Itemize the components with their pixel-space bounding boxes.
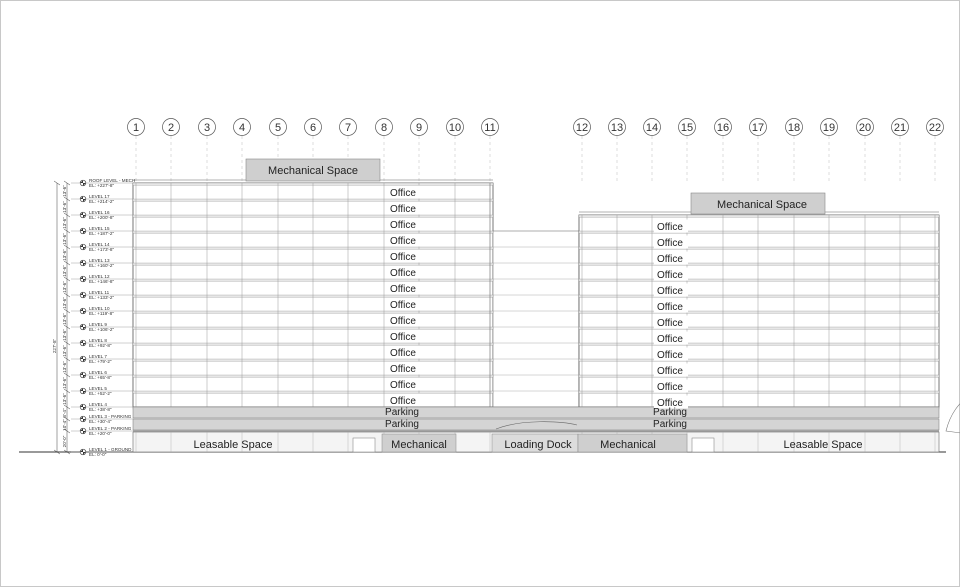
level-name: LEVEL 12 — [89, 274, 110, 279]
mech-space-left-label: Mechanical Space — [268, 165, 358, 177]
grid-line-label: 22 — [928, 122, 942, 134]
tree-outline — [946, 403, 960, 433]
entry-door-right — [692, 438, 714, 452]
grid-line-label: 17 — [751, 122, 765, 134]
grid-line-label: 11 — [484, 122, 496, 134]
office-label: Office — [390, 220, 416, 231]
grid-line-label: 19 — [822, 122, 836, 134]
level-elevation: EL: 0'-0" — [89, 452, 107, 457]
floor-band — [579, 247, 939, 249]
level-name: LEVEL 1 - GROUND — [89, 447, 132, 452]
grid-line-label: 16 — [716, 122, 730, 134]
floor-band — [579, 231, 939, 233]
floor-height-dimension: 13'-6" — [62, 345, 67, 357]
mechanical-left-label: Mechanical — [391, 439, 447, 451]
grid-line-label: 2 — [167, 122, 175, 134]
office-label: Office — [657, 238, 683, 249]
grid-line-label: 15 — [680, 122, 694, 134]
mech-space-right-label: Mechanical Space — [717, 199, 807, 211]
parking-level-2-band — [133, 419, 939, 430]
level-markers — [71, 178, 135, 457]
office-label: Office — [390, 332, 416, 343]
floor-band — [579, 311, 939, 313]
level-name: LEVEL 8 — [89, 338, 107, 343]
floor-band — [579, 263, 939, 265]
level-elevation: EL: +52'-2" — [89, 391, 112, 396]
floor-height-dimension: 13'-6" — [62, 265, 67, 277]
loading-dock-label: Loading Dock — [504, 439, 572, 451]
level-name: LEVEL 2 - PARKING — [89, 426, 132, 431]
office-label: Office — [657, 222, 683, 233]
grid-line-label: 7 — [344, 122, 352, 134]
level-elevation: EL: +214'-2" — [89, 199, 115, 204]
office-label: Office — [390, 188, 416, 199]
office-label: Office — [657, 334, 683, 345]
office-label: Office — [657, 318, 683, 329]
level-elevation: EL: +119'-8" — [89, 311, 114, 316]
floor-band — [579, 359, 939, 361]
office-label: Office — [657, 270, 683, 281]
level-name: LEVEL 9 — [89, 322, 107, 327]
overall-height-dimension: 227'-8" — [52, 338, 57, 354]
floor-height-dimension: 13'-6" — [62, 201, 67, 213]
level-elevation: EL: +92'-8" — [89, 343, 112, 348]
floor-height-dimension: 20'-0" — [62, 435, 67, 448]
level-name: LEVEL 3 - PARKING — [89, 414, 132, 419]
floor-height-dimension: 13'-6" — [62, 377, 67, 389]
grid-line-label: 9 — [415, 122, 423, 134]
floor-height-dimension: 13'-6" — [62, 249, 67, 261]
floor-height-dimension: 13'-6" — [62, 281, 67, 293]
grid-line-label: 3 — [203, 122, 211, 134]
level-elevation: EL: +79'-2" — [89, 359, 112, 364]
grid-line-label: 5 — [274, 122, 282, 134]
office-label: Office — [657, 350, 683, 361]
parking-right-upper-label: Parking — [653, 407, 687, 418]
grid-line-label: 14 — [645, 122, 659, 134]
office-label: Office — [390, 236, 416, 247]
level-name: LEVEL 17 — [89, 194, 110, 199]
dimension-string — [52, 181, 70, 454]
office-label: Office — [390, 348, 416, 359]
floor-height-dimension: 13'-6" — [62, 393, 67, 405]
floor-height-dimension: 13'-6" — [62, 313, 67, 325]
floor-height-dimension: 10'-4" — [62, 419, 67, 431]
leasable-space-right-label: Leasable Space — [783, 439, 863, 451]
level-elevation: EL: +38'-8" — [89, 407, 112, 412]
floor-height-dimension: 13'-6" — [62, 185, 67, 197]
office-label: Office — [657, 382, 683, 393]
office-label: Office — [390, 364, 416, 375]
mechanical-right-label: Mechanical — [600, 439, 656, 451]
grid-line-label: 1 — [132, 122, 140, 134]
grid-line-label: 13 — [610, 122, 624, 134]
office-label: Office — [390, 204, 416, 215]
office-label: Office — [390, 252, 416, 263]
office-label: Office — [657, 366, 683, 377]
level-name: LEVEL 4 — [89, 402, 107, 407]
floor-height-dimension: 13'-6" — [62, 329, 67, 341]
office-label: Office — [657, 254, 683, 265]
floor-band — [579, 215, 939, 217]
grid-line-label: 10 — [448, 122, 462, 134]
level-name: LEVEL 13 — [89, 258, 110, 263]
level-name: LEVEL 15 — [89, 226, 110, 231]
floor-band — [579, 279, 939, 281]
level-elevation: EL: +227'-8" — [89, 183, 115, 188]
level-name: ROOF LEVEL - MECH — [89, 178, 136, 183]
office-label: Office — [657, 302, 683, 313]
grid-line-label: 8 — [380, 122, 388, 134]
level-elevation: EL: +106'-2" — [89, 327, 115, 332]
grid-line-label: 18 — [787, 122, 801, 134]
level-elevation: EL: +20'-0" — [89, 431, 112, 436]
level-name: LEVEL 10 — [89, 306, 110, 311]
level-elevation: EL: +65'-8" — [89, 375, 112, 380]
parking-level-3-band — [133, 407, 939, 418]
floor-band — [579, 295, 939, 297]
floor-height-dimension: 13'-6" — [62, 217, 67, 229]
floor-band — [579, 327, 939, 329]
level-name: LEVEL 7 — [89, 354, 107, 359]
level-name: LEVEL 14 — [89, 242, 110, 247]
level-elevation: EL: +30'-4" — [89, 419, 112, 424]
grid-line-label: 4 — [238, 122, 246, 134]
floor-band — [579, 391, 939, 393]
level-name: LEVEL 16 — [89, 210, 110, 215]
level-name: LEVEL 5 — [89, 386, 107, 391]
building-elevation-drawing — [1, 1, 960, 588]
office-label: Office — [390, 380, 416, 391]
floor-height-dimension: 8'-4" — [62, 408, 67, 418]
floor-height-dimension: 13'-6" — [62, 233, 67, 245]
office-label: Office — [390, 316, 416, 327]
parking-left-upper-label: Parking — [385, 407, 419, 418]
floor-band — [579, 375, 939, 377]
connector-block — [493, 231, 579, 407]
office-label: Office — [390, 268, 416, 279]
level-name: LEVEL 6 — [89, 370, 107, 375]
grid-line-label: 20 — [858, 122, 872, 134]
floor-height-dimension: 13'-6" — [62, 297, 67, 309]
parking-right-lower-label: Parking — [653, 419, 687, 430]
level-elevation: EL: +200'-8" — [89, 215, 115, 220]
office-label: Office — [390, 300, 416, 311]
grid-line-label: 6 — [309, 122, 317, 134]
level-elevation: EL: +173'-8" — [89, 247, 115, 252]
office-label: Office — [657, 398, 683, 409]
level-name: LEVEL 11 — [89, 290, 110, 295]
level-elevation: EL: +187'-2" — [89, 231, 115, 236]
entry-door-left — [353, 438, 375, 452]
floor-height-dimension: 13'-6" — [62, 361, 67, 373]
office-label: Office — [390, 396, 416, 407]
level-elevation: EL: +146'-8" — [89, 279, 115, 284]
level-elevation: EL: +133'-2" — [89, 295, 115, 300]
parking-left-lower-label: Parking — [385, 419, 419, 430]
floor-band — [579, 343, 939, 345]
building-body — [133, 180, 939, 452]
grid-line-label: 21 — [893, 122, 907, 134]
leasable-space-left-label: Leasable Space — [193, 439, 273, 451]
grid-line-label: 12 — [575, 122, 589, 134]
office-label: Office — [390, 284, 416, 295]
level-elevation: EL: +160'-2" — [89, 263, 115, 268]
office-label: Office — [657, 286, 683, 297]
